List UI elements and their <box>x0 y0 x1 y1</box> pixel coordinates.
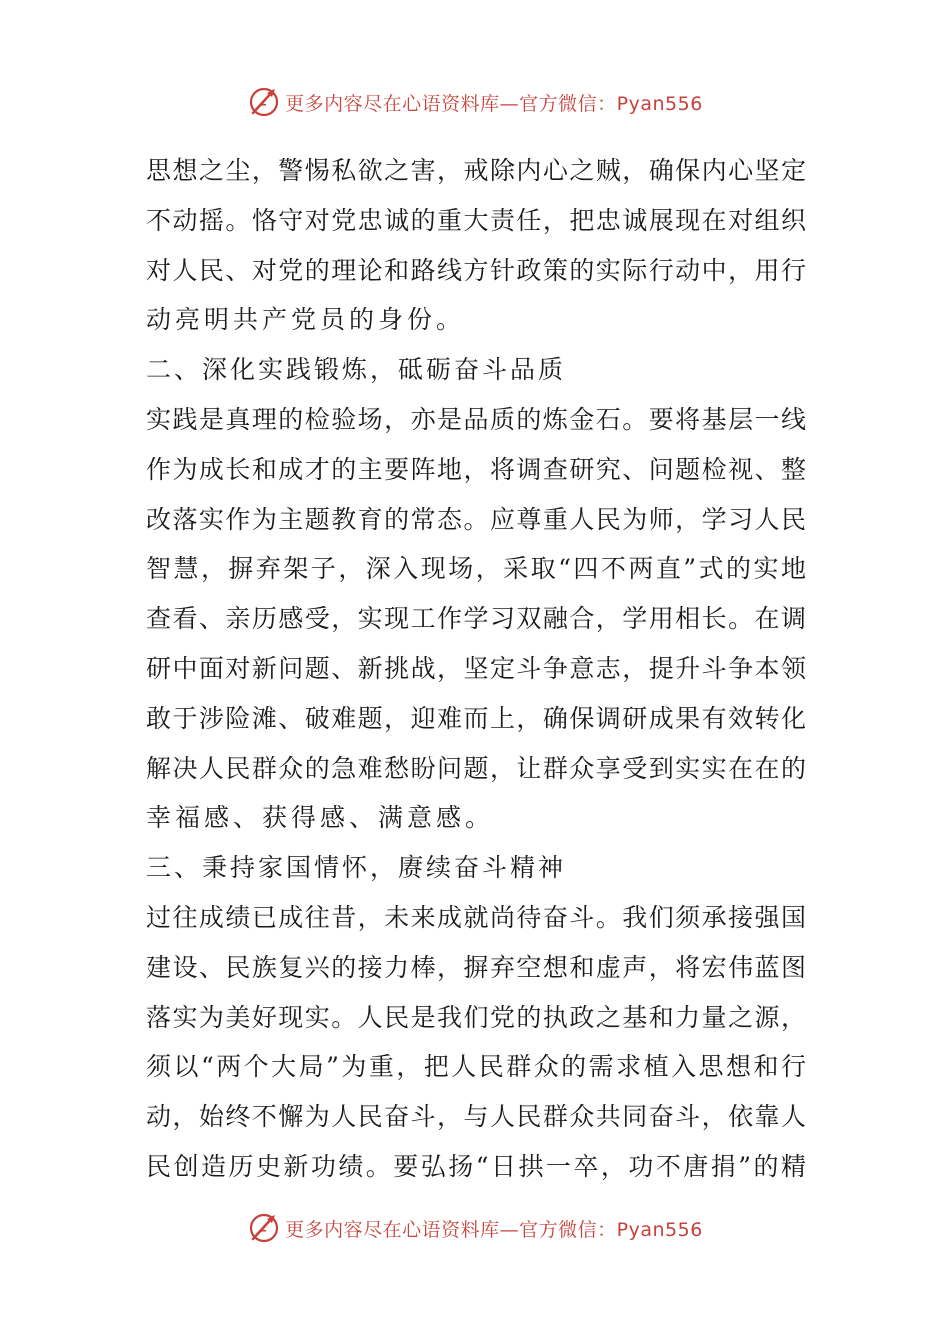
paragraph-line: 作为成长和成才的主要阵地，将调查研究、问题检视、整 <box>146 454 806 484</box>
watermark-account: Pyan556 <box>616 1218 703 1241</box>
paragraph-line: 智慧，摒弃架子，深入现场，采取“四不两直”式的实地 <box>146 554 806 584</box>
watermark-header <box>0 82 950 122</box>
paragraph-line: 不动摇。恪守对党忠诚的重大责任，把忠诚展现在对组织 <box>146 205 806 235</box>
paragraph-line: 实践是真理的检验场，亦是品质的炼金石。要将基层一线 <box>146 404 806 434</box>
paragraph-line: 动亮明共产党员的身份。 <box>146 305 466 335</box>
paragraph-line: 幸福感、获得感、满意感。 <box>146 803 495 833</box>
paragraph-line: 解决人民群众的急难愁盼问题，让群众享受到实实在在的 <box>146 753 806 783</box>
paragraph-line: 须以“两个大局”为重，把人民群众的需求植入思想和行 <box>146 1052 806 1082</box>
paragraph-line: 研中面对新问题、新挑战，坚定斗争意志，提升斗争本领 <box>146 653 806 683</box>
watermark-label: 更多内容尽在心语资料库—官方微信： <box>285 92 617 115</box>
paragraph-line: 改落实作为主题教育的常态。应尊重人民为师，学习人民 <box>146 504 806 534</box>
watermark-account: Pyan556 <box>616 92 703 115</box>
paragraph-line: 动，始终不懈为人民奋斗，与人民群众共同奋斗，依靠人 <box>146 1102 806 1132</box>
watermark-text <box>285 89 703 116</box>
document-body <box>146 146 806 1192</box>
paragraph-line: 思想之尘，警惕私欲之害，戒除内心之贼，确保内心坚定 <box>146 156 806 185</box>
paragraph-line: 民创造历史新功绩。要弘扬“日拱一卒，功不唐捐”的精 <box>146 1151 806 1181</box>
section-heading: 二、深化实践锻炼，砥砺奋斗品质 <box>146 355 567 385</box>
pen-circle-logo-icon <box>247 85 281 119</box>
paragraph-line: 对人民、对党的理论和路线方针政策的实际行动中，用行 <box>146 255 806 285</box>
watermark-footer <box>0 1208 950 1248</box>
section-heading: 三、秉持家国情怀，赓续奋斗精神 <box>146 853 567 883</box>
pen-circle-logo-icon <box>247 1211 281 1245</box>
paragraph-line: 敢于涉险滩、破难题，迎难而上，确保调研成果有效转化 <box>146 703 806 733</box>
paragraph-line: 落实为美好现实。人民是我们党的执政之基和力量之源， <box>146 1002 806 1032</box>
paragraph-line: 建设、民族复兴的接力棒，摒弃空想和虚声，将宏伟蓝图 <box>146 952 806 982</box>
watermark-text <box>285 1215 703 1242</box>
paragraph-line: 过往成绩已成往昔，未来成就尚待奋斗。我们须承接强国 <box>146 902 806 932</box>
watermark-label: 更多内容尽在心语资料库—官方微信： <box>285 1218 617 1241</box>
paragraph-line: 查看、亲历感受，实现工作学习双融合，学用相长。在调 <box>146 604 806 634</box>
